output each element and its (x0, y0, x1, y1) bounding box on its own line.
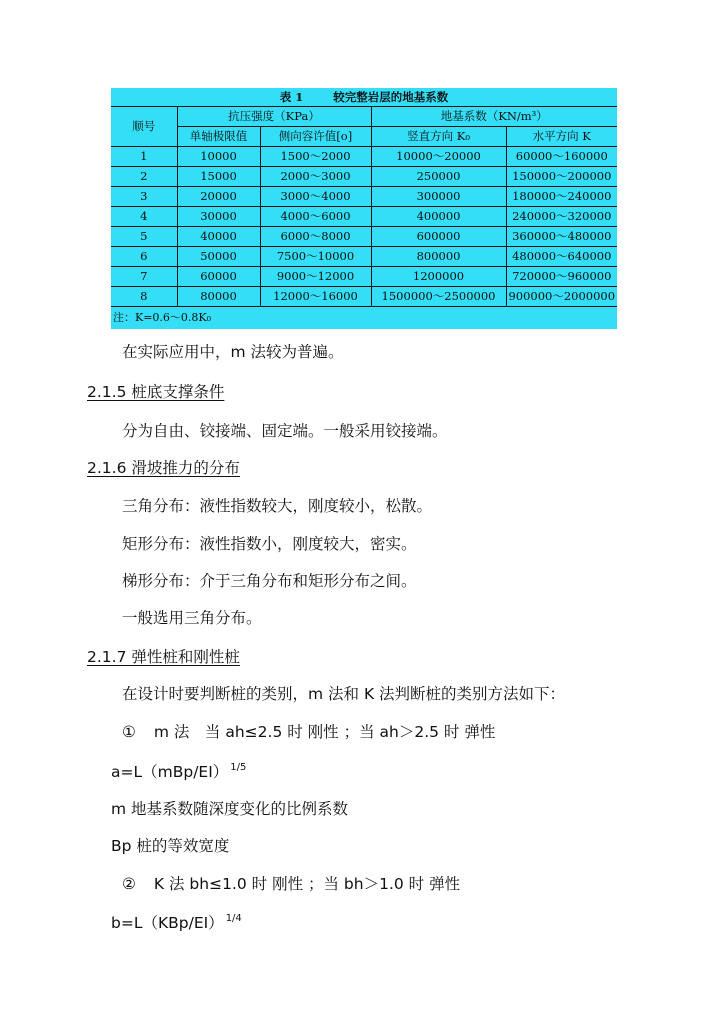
table-cell: 40000 (177, 227, 260, 247)
heading-2-1-5: 2.1.5 桩底支撑条件 (87, 383, 225, 401)
table-cell: 250000 (371, 167, 506, 187)
table-cell: 12000～16000 (260, 287, 371, 307)
paragraph-support-conditions: 分为自由、铰接端、固定端。一般采用铰接端。 (122, 422, 448, 440)
paragraph-bp-definition: Bp 桩的等效宽度 (111, 837, 230, 855)
table-cell: 4 (111, 207, 177, 227)
table-row (111, 167, 617, 187)
header-uniaxial: 单轴极限值 (177, 127, 260, 147)
k-method-text: K 法 bh≤1.0 时 刚性 ；当 bh＞1.0 时 弹性 (153, 875, 461, 893)
table-row (111, 147, 617, 167)
header-vertical: 竖直方向 K₀ (371, 127, 506, 147)
header-index: 顺号 (111, 107, 177, 147)
header-lateral: 侧向容许值[ο] (260, 127, 371, 147)
table-cell: 1200000 (371, 267, 506, 287)
k-method-formula (111, 913, 242, 936)
table-note: 注：K=0.6～0.8K₀ (113, 311, 212, 324)
table-cell: 720000～960000 (506, 267, 617, 287)
table-cell: 7 (111, 267, 177, 287)
table-cell: 4000～6000 (260, 207, 371, 227)
table-cell: 360000～480000 (506, 227, 617, 247)
table-title (111, 88, 617, 107)
table-cell: 480000～640000 (506, 247, 617, 267)
table-grid (111, 107, 617, 307)
table-cell: 7500～10000 (260, 247, 371, 267)
table-row (111, 267, 617, 287)
table-cell: 180000～240000 (506, 187, 617, 207)
table-title-label: 表 1 (279, 90, 304, 104)
table-cell: 1500000～2500000 (371, 287, 506, 307)
table-cell: 1500～2000 (260, 147, 371, 167)
table-cell: 3000～4000 (260, 187, 371, 207)
table-row (111, 187, 617, 207)
heading-2-1-7: 2.1.7 弹性桩和刚性桩 (87, 648, 240, 666)
table-cell: 9000～12000 (260, 267, 371, 287)
table-body (111, 147, 617, 307)
heading-2-1-6: 2.1.6 滑坡推力的分布 (87, 459, 240, 477)
m-method-text: m 法 当 ah≤2.5 时 刚性 ；当 ah＞2.5 时 弹性 (153, 723, 496, 741)
table-cell: 50000 (177, 247, 260, 267)
table-row (111, 227, 617, 247)
paragraph-triangle-distribution: 三角分布：液性指数较大，刚度较小，松散。 (122, 497, 433, 515)
table-cell: 30000 (177, 207, 260, 227)
table-cell: 2000～3000 (260, 167, 371, 187)
paragraph-rectangle-distribution: 矩形分布：液性指数小，刚度较大，密实。 (122, 535, 417, 553)
paragraph-general-choice: 一般选用三角分布。 (122, 609, 262, 627)
table-cell: 150000～200000 (506, 167, 617, 187)
k-method-number: ② (122, 875, 136, 893)
foundation-coefficient-table (111, 88, 617, 329)
header-horizontal: 水平方向 K (506, 127, 617, 147)
header-strength: 抗压强度（KPa） (177, 107, 371, 127)
table-cell: 10000 (177, 147, 260, 167)
table-cell: 3 (111, 187, 177, 207)
table-cell: 240000～320000 (506, 207, 617, 227)
table-row (111, 247, 617, 267)
m-formula-text: a=L（mBp/EI） (111, 763, 229, 781)
table-cell: 80000 (177, 287, 260, 307)
table-cell: 10000～20000 (371, 147, 506, 167)
table-cell: 600000 (371, 227, 506, 247)
table-cell: 15000 (177, 167, 260, 187)
table-cell: 800000 (371, 247, 506, 267)
m-method-formula (111, 762, 246, 785)
m-method-criterion (122, 722, 495, 742)
table-cell: 1 (111, 147, 177, 167)
table-cell: 8 (111, 287, 177, 307)
table-cell: 5 (111, 227, 177, 247)
table-cell: 400000 (371, 207, 506, 227)
table-cell: 6000～8000 (260, 227, 371, 247)
table-cell: 60000～160000 (506, 147, 617, 167)
k-method-criterion (122, 874, 460, 894)
paragraph-m-method-common: 在实际应用中，m 法较为普遍。 (122, 343, 344, 361)
table-cell: 2 (111, 167, 177, 187)
paragraph-trapezoid-distribution: 梯形分布：介于三角分布和矩形分布之间。 (122, 572, 417, 590)
table-row (111, 207, 617, 227)
table-cell: 60000 (177, 267, 260, 287)
table-title-text: 较完整岩层的地基系数 (333, 90, 449, 104)
paragraph-classification-intro: 在设计时要判断桩的类别，m 法和 K 法判断桩的类别方法如下： (122, 685, 566, 703)
k-formula-text: b=L（KBp/EI） (111, 914, 224, 932)
k-formula-exponent: 1/4 (225, 913, 242, 924)
m-method-number: ① (122, 723, 136, 741)
table-cell: 900000～2000000 (506, 287, 617, 307)
paragraph-m-definition: m 地基系数随深度变化的比例系数 (111, 800, 349, 818)
header-coefficient: 地基系数（KN/m³） (371, 107, 617, 127)
table-cell: 6 (111, 247, 177, 267)
m-formula-exponent: 1/5 (230, 762, 247, 773)
table-cell: 20000 (177, 187, 260, 207)
table-cell: 300000 (371, 187, 506, 207)
table-row (111, 287, 617, 307)
